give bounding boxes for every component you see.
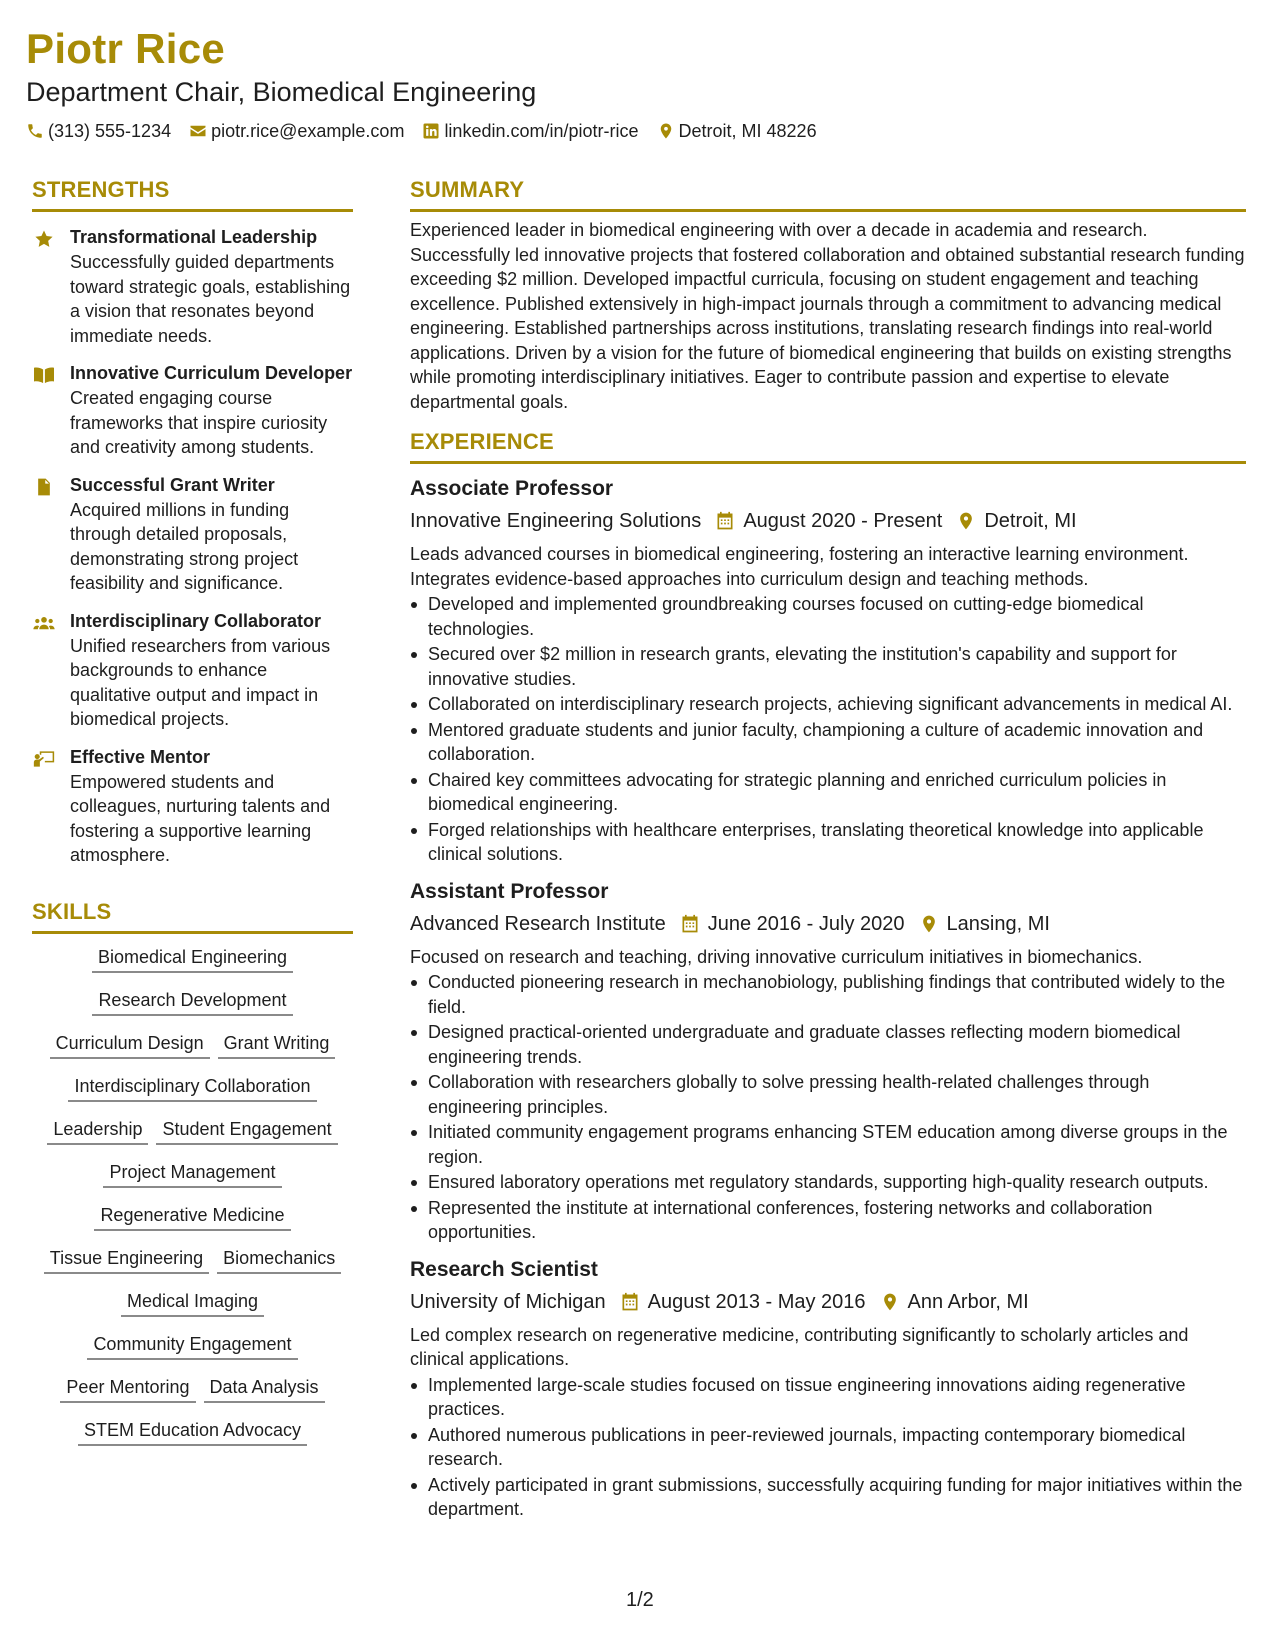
job-location: Detroit, MI: [984, 510, 1077, 532]
bullet-item: Initiated community engagement programs enhancing STEM education among diverse groups in the region.: [410, 1120, 1246, 1169]
bullet-item: Actively participated in grant submissions, successfully acquiring funding for major initiatives within the department.: [410, 1473, 1246, 1522]
job-location: Lansing, MI: [946, 912, 1050, 935]
skills-list: [32, 944, 353, 1446]
contact-email[interactable]: [189, 119, 404, 143]
job-dates: August 2013 - May 2016: [647, 1290, 866, 1313]
star-icon: [32, 227, 70, 348]
contact-bar: [26, 119, 1246, 143]
skill-tag: Curriculum Design: [50, 1030, 210, 1059]
document-icon: [32, 475, 70, 596]
job-dates: June 2016 - July 2020: [707, 912, 905, 935]
left-column: [32, 176, 353, 1460]
strength-desc: Unified researchers from various backgrounds to enhance qualitative output and impact in biomedical projects.: [70, 635, 331, 729]
phone-icon: [26, 122, 44, 140]
strength-title: Interdisciplinary Collaborator: [70, 610, 322, 631]
map-pin-icon: [956, 511, 976, 531]
map-pin-icon: [919, 914, 939, 934]
book-icon: [32, 363, 70, 460]
strength-title: Successful Grant Writer: [70, 474, 275, 495]
page-number: 1/2: [626, 1589, 654, 1611]
strength-item: [32, 475, 353, 596]
contact-phone[interactable]: [26, 119, 171, 143]
strength-title: Innovative Curriculum Developer: [70, 363, 353, 383]
job-title: Research Scientist: [410, 1257, 598, 1281]
job-company: Advanced Research Institute: [410, 912, 666, 935]
job-location: Ann Arbor, MI: [907, 1290, 1029, 1313]
skill-tag: Research Development: [92, 987, 292, 1016]
skills-heading: SKILLS: [32, 898, 353, 934]
job-description: Led complex research on regenerative medicine, contributing significantly to scholarly articles and clinical applications.: [410, 1324, 1189, 1369]
job-meta: [410, 1289, 1246, 1315]
strength-title: Effective Mentor: [70, 746, 211, 767]
job-title: Assistant Professor: [410, 879, 609, 903]
job-description: Leads advanced courses in biomedical engineering, fostering an interactive learning environment. Integrates evidence-based approaches into curriculum design and teaching methods.: [410, 544, 1189, 589]
skill-tag: Medical Imaging: [121, 1288, 264, 1317]
job-meta: [410, 508, 1246, 534]
skill-tag: Student Engagement: [156, 1116, 337, 1145]
right-column: [410, 176, 1246, 1523]
candidate-name: Piotr Rice: [26, 25, 226, 72]
bullet-item: Authored numerous publications in peer-reviewed journals, impacting contemporary biomedical research.: [410, 1423, 1246, 1472]
skill-tag: Biomedical Engineering: [92, 944, 293, 973]
calendar-icon: [680, 914, 700, 934]
phone-text: (313) 555-1234: [48, 121, 172, 141]
job-entry: [410, 1257, 1246, 1522]
strength-desc: Successfully guided departments toward strategic goals, establishing a vision that resonates beyond immediate needs.: [70, 252, 351, 346]
calendar-icon: [620, 1292, 640, 1312]
location-text: Detroit, MI 48226: [678, 121, 817, 141]
strength-desc: Acquired millions in funding through detailed proposals, demonstrating strong project feasibility and significance.: [70, 499, 299, 593]
bullet-item: Collaboration with researchers globally to solve pressing health-related challenges through engineering principles.: [410, 1070, 1246, 1119]
strength-desc: Created engaging course frameworks that inspire curiosity and creativity among students.: [70, 388, 328, 457]
linkedin-text: linkedin.com/in/piotr-rice: [444, 121, 639, 141]
users-icon: [32, 611, 70, 732]
job-entry: [410, 476, 1246, 867]
summary-heading: SUMMARY: [410, 176, 1246, 212]
bullet-item: Collaborated on interdisciplinary research projects, achieving significant advancements in medical AI.: [410, 692, 1246, 717]
bullet-item: Implemented large-scale studies focused on tissue engineering innovations aiding regenerative practices.: [410, 1373, 1246, 1422]
skill-tag: Community Engagement: [87, 1331, 297, 1360]
strength-item: [32, 747, 353, 868]
contact-linkedin[interactable]: [422, 119, 638, 143]
skill-tag: Data Analysis: [204, 1374, 325, 1403]
strength-item: [32, 611, 353, 732]
summary-text: Experienced leader in biomedical engineering with over a decade in academia and research. Successfully led innovative projects that fostered collaboration and obtained substantial research funding exceeding $2 million. Developed impactful curricula, focusing on student engagement and teaching excellence. Published extensively in high-impact journals through a commitment to advancing medical engineering. Established partnerships across institutions, translating research findings into real-world applications. Driven by a vision for the future of biomedical engineering that builds on existing strengths while promoting interdisciplinary initiatives. Eager to contribute passion and expertise to elevate departmental goals.: [410, 220, 1245, 412]
map-pin-icon: [657, 122, 675, 140]
strengths-heading: STRENGTHS: [32, 176, 353, 212]
strength-item: [32, 227, 353, 348]
bullet-item: Conducted pioneering research in mechanobiology, publishing findings that contributed widely to the field.: [410, 970, 1246, 1019]
skill-tag: Grant Writing: [218, 1030, 336, 1059]
envelope-icon: [189, 122, 207, 140]
job-entry: [410, 879, 1246, 1245]
email-text: piotr.rice@example.com: [211, 121, 405, 141]
map-pin-icon: [880, 1292, 900, 1312]
strength-desc: Empowered students and colleagues, nurturing talents and fostering a supportive learning atmosphere.: [70, 771, 331, 865]
skill-tag: Biomechanics: [217, 1245, 341, 1274]
job-company: Innovative Engineering Solutions: [410, 510, 702, 532]
skill-tag: STEM Education Advocacy: [78, 1417, 307, 1446]
job-company: University of Michigan: [410, 1290, 606, 1313]
bullet-item: Secured over $2 million in research grants, elevating the institution's capability and support for innovative studies.: [410, 642, 1246, 691]
skill-tag: Peer Mentoring: [60, 1374, 195, 1403]
candidate-title: Department Chair, Biomedical Engineering: [26, 77, 537, 107]
bullet-item: Mentored graduate students and junior faculty, championing a culture of academic innovation and collaboration.: [410, 718, 1246, 767]
skill-tag: Leadership: [47, 1116, 148, 1145]
bullet-item: Represented the institute at international conferences, fostering networks and collaboration opportunities.: [410, 1196, 1246, 1245]
skill-tag: Project Management: [103, 1159, 281, 1188]
job-bullets: [410, 970, 1246, 1245]
bullet-item: Forged relationships with healthcare enterprises, translating theoretical knowledge into applicable clinical solutions.: [410, 818, 1246, 867]
job-bullets: [410, 592, 1246, 867]
linkedin-icon: [422, 122, 440, 140]
experience-heading: EXPERIENCE: [410, 428, 1246, 464]
job-dates: August 2020 - Present: [743, 510, 943, 532]
job-meta: [410, 911, 1246, 937]
bullet-item: Developed and implemented groundbreaking courses focused on cutting-edge biomedical technologies.: [410, 592, 1246, 641]
skill-tag: Interdisciplinary Collaboration: [68, 1073, 316, 1102]
skill-tag: Regenerative Medicine: [94, 1202, 290, 1231]
bullet-item: Ensured laboratory operations met regulatory standards, supporting high-quality research outputs.: [410, 1170, 1246, 1195]
calendar-icon: [715, 511, 735, 531]
teacher-icon: [32, 747, 70, 868]
strength-item: [32, 363, 353, 460]
resume-header: [26, 24, 1246, 143]
strength-title: Transformational Leadership: [70, 227, 318, 247]
job-title: Associate Professor: [410, 477, 614, 500]
job-description: Focused on research and teaching, driving innovative curriculum initiatives in biomechanics.: [410, 946, 1143, 967]
contact-location: [657, 119, 817, 143]
skill-tag: Tissue Engineering: [44, 1245, 209, 1274]
bullet-item: Chaired key committees advocating for strategic planning and enriched curriculum policies in biomedical engineering.: [410, 768, 1246, 817]
bullet-item: Designed practical-oriented undergraduate and graduate classes reflecting modern biomedical engineering trends.: [410, 1020, 1246, 1069]
job-bullets: [410, 1373, 1246, 1522]
